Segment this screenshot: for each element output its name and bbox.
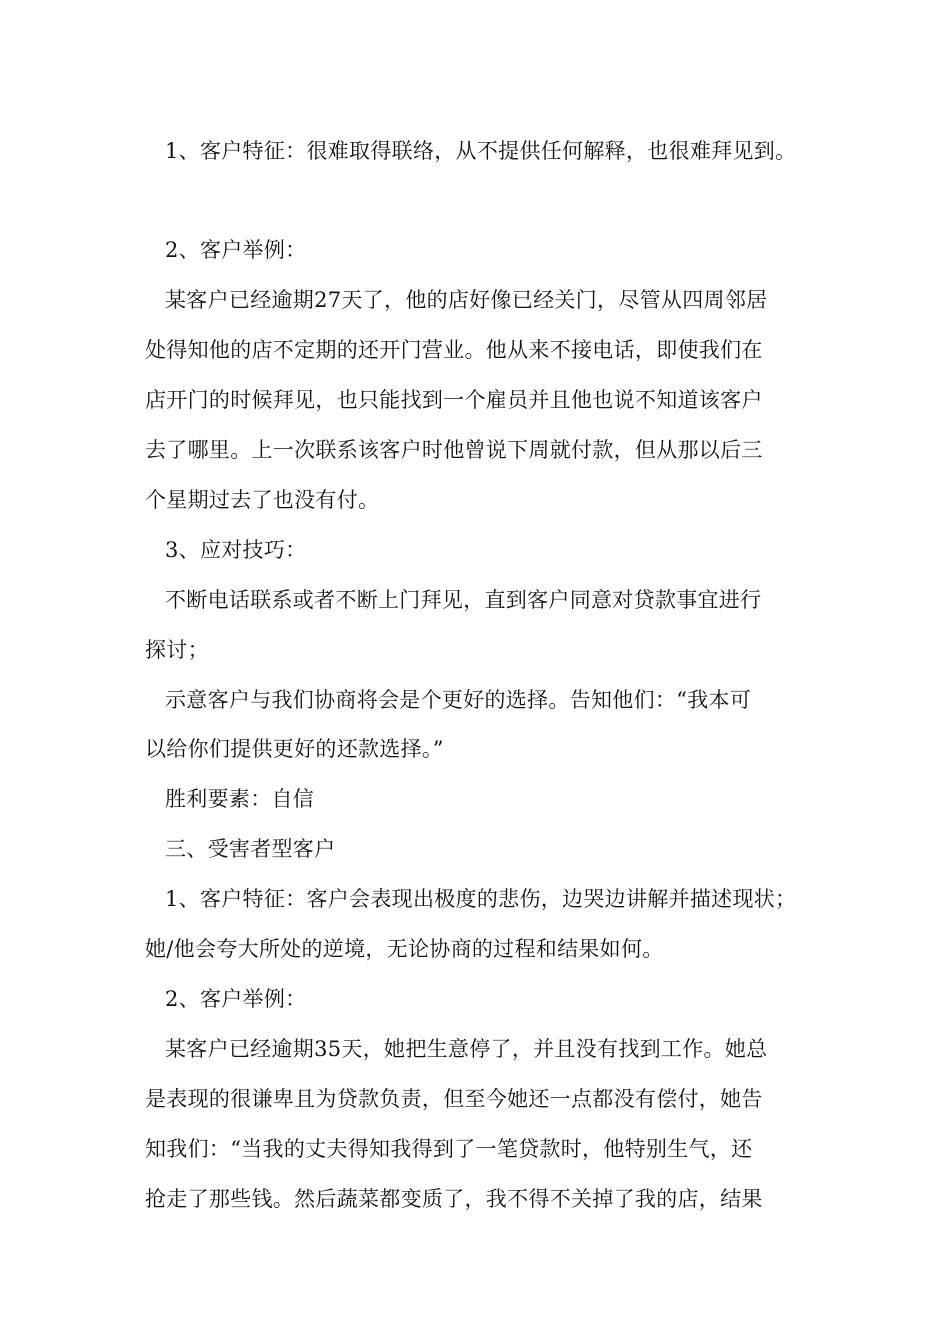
paragraph-line: 2、客户举例： xyxy=(165,987,307,1011)
paragraph-line: 是表现的很谦卑且为贷款负责，但至今她还一点都没有偿付，她告 xyxy=(145,1087,763,1111)
paragraph-line: 去了哪里。上一次联系该客户时他曾说下周就付款，但从那以后三 xyxy=(145,438,763,462)
paragraph-line: 1、客户特征：客户会表现出极度的悲伤，边哭边讲解并描述现状； xyxy=(165,887,797,911)
paragraph-line: 个星期过去了也没有付。 xyxy=(145,488,380,512)
paragraph-line: 3、应对技巧： xyxy=(165,538,307,562)
paragraph-line: 胜利要素：自信 xyxy=(165,787,315,811)
paragraph-line: 1、客户特征：很难取得联络，从不提供任何解释，也很难拜见到。 xyxy=(165,139,797,163)
section-heading: 三、受害者型客户 xyxy=(165,837,336,861)
paragraph-line: 某客户已经逾期35天，她把生意停了，并且没有找到工作。她总 xyxy=(165,1037,768,1061)
paragraph-line: 某客户已经逾期27天了，他的店好像已经关门，尽管从四周邻居 xyxy=(165,288,768,312)
paragraph-line: 抢走了那些钱。然后蔬菜都变质了，我不得不关掉了我的店，结果 xyxy=(145,1187,763,1211)
paragraph-line: 示意客户与我们协商将会是个更好的选择。告知他们：“我本可 xyxy=(165,688,752,712)
paragraph-line: 2、客户举例： xyxy=(165,238,307,262)
paragraph-line: 店开门的时候拜见，也只能找到一个雇员并且他也说不知道该客户 xyxy=(145,388,763,412)
paragraph-line: 处得知他的店不定期的还开门营业。他从来不接电话，即使我们在 xyxy=(145,338,763,362)
paragraph-line: 她/他会夸大所处的逆境，无论协商的过程和结果如何。 xyxy=(145,937,664,961)
paragraph-line: 不断电话联系或者不断上门拜见，直到客户同意对贷款事宜进行 xyxy=(165,588,762,612)
paragraph-line: 知我们：“当我的丈夫得知我得到了一笔贷款时，他特别生气，还 xyxy=(145,1137,753,1161)
paragraph-line: 探讨； xyxy=(145,638,209,662)
paragraph-line: 以给你们提供更好的还款选择。” xyxy=(145,737,444,761)
